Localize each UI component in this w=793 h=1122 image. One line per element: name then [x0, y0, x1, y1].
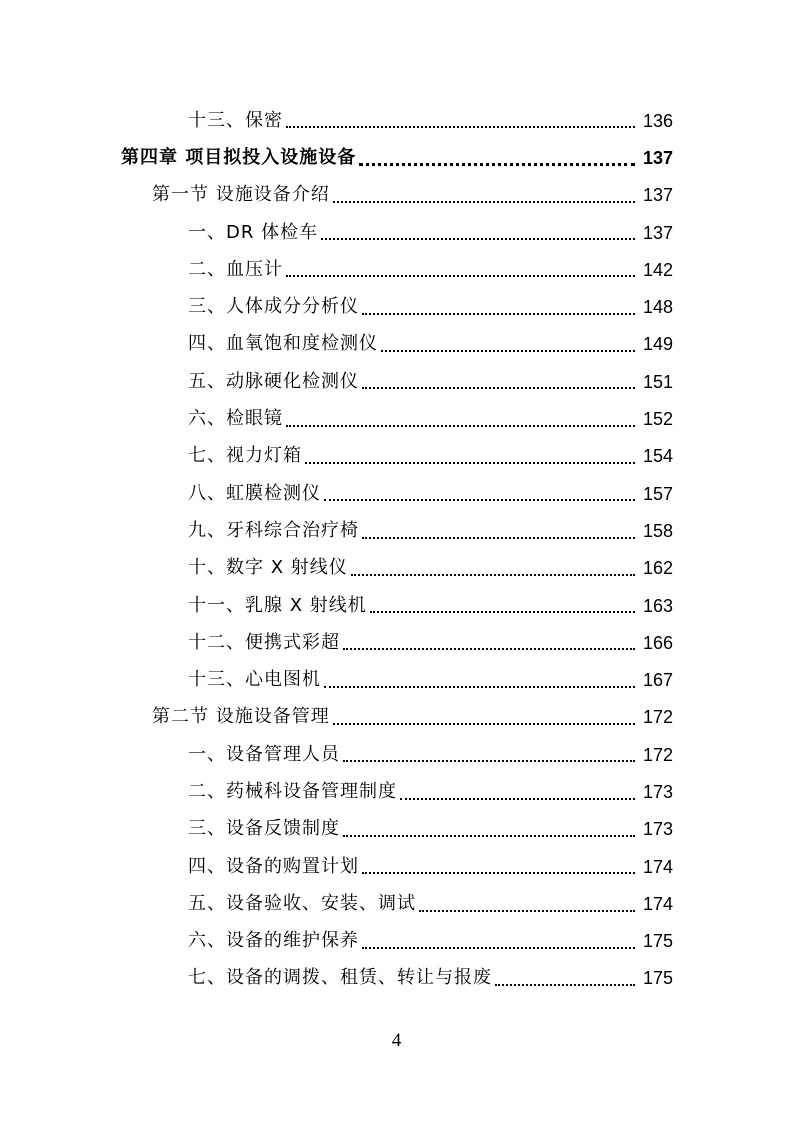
toc-entry[interactable]	[0, 363, 673, 400]
toc-dot-leader	[419, 910, 635, 912]
toc-entry[interactable]	[0, 139, 673, 176]
toc-entry-title: 第二节 设施设备管理	[152, 706, 330, 728]
toc-dot-leader	[324, 499, 635, 501]
toc-entry-page: 137	[642, 185, 673, 206]
toc-entry[interactable]	[0, 885, 673, 922]
toc-dot-leader	[286, 275, 635, 277]
toc-entry[interactable]	[0, 811, 673, 848]
toc-entry-page: 173	[642, 781, 673, 802]
toc-entry[interactable]	[0, 214, 673, 251]
toc-entry-page: 137	[642, 222, 673, 243]
toc-entry-page: 172	[642, 707, 673, 728]
toc-entry-title: 九、牙科综合治疗椅	[188, 519, 359, 541]
toc-dot-leader	[362, 537, 635, 539]
table-of-contents	[0, 102, 793, 997]
toc-entry-title: 一、设备管理人员	[188, 743, 340, 765]
toc-entry-title: 八、虹膜检测仪	[188, 482, 321, 504]
toc-entry-page: 152	[642, 409, 673, 430]
toc-entry-page: 158	[642, 520, 673, 541]
toc-entry-title: 七、设备的调拨、租赁、转让与报废	[188, 967, 492, 989]
toc-entry-page: 175	[642, 968, 673, 989]
toc-entry[interactable]	[0, 550, 673, 587]
toc-entry[interactable]	[0, 400, 673, 437]
toc-entry[interactable]	[0, 177, 673, 214]
toc-dot-leader	[324, 686, 635, 688]
toc-entry-title: 十一、乳腺 X 射线机	[188, 594, 367, 616]
toc-dot-leader	[286, 126, 635, 128]
toc-dot-leader	[351, 574, 635, 576]
toc-dot-leader	[362, 872, 635, 874]
toc-entry-page: 162	[642, 558, 673, 579]
toc-entry-title: 十、数字 X 射线仪	[188, 557, 348, 579]
toc-entry[interactable]	[0, 512, 673, 549]
toc-entry[interactable]	[0, 475, 673, 512]
toc-entry-title: 五、设备验收、安装、调试	[188, 892, 416, 914]
toc-dot-leader	[362, 947, 635, 949]
toc-entry[interactable]	[0, 102, 673, 139]
toc-entry-page: 167	[642, 670, 673, 691]
toc-dot-leader	[286, 425, 635, 427]
toc-entry[interactable]	[0, 923, 673, 960]
toc-entry-title: 第四章 项目拟投入设施设备	[121, 146, 357, 168]
toc-entry[interactable]	[0, 960, 673, 997]
toc-entry-page: 166	[642, 632, 673, 653]
toc-dot-leader	[305, 462, 635, 464]
toc-entry-page: 154	[642, 446, 673, 467]
toc-entry-title: 三、设备反馈制度	[188, 818, 340, 840]
toc-entry-title: 三、人体成分分析仪	[188, 296, 359, 318]
toc-entry-title: 六、设备的维护保养	[188, 930, 359, 952]
toc-entry[interactable]	[0, 326, 673, 363]
toc-entry-title: 一、DR 体检车	[188, 221, 319, 243]
toc-entry-title: 二、药械科设备管理制度	[188, 780, 397, 802]
toc-entry-title: 十三、保密	[188, 109, 283, 131]
toc-dot-leader	[343, 835, 635, 837]
toc-entry[interactable]	[0, 736, 673, 773]
toc-entry[interactable]	[0, 699, 673, 736]
toc-entry-page: 173	[642, 819, 673, 840]
toc-entry-page: 163	[642, 595, 673, 616]
toc-entry[interactable]	[0, 624, 673, 661]
toc-entry-page: 149	[642, 334, 673, 355]
toc-entry-page: 142	[642, 259, 673, 280]
toc-entry-title: 六、检眼镜	[188, 408, 283, 430]
toc-dot-leader	[321, 238, 635, 240]
toc-entry[interactable]	[0, 438, 673, 475]
toc-entry[interactable]	[0, 773, 673, 810]
toc-dot-leader	[370, 611, 635, 613]
toc-dot-leader	[381, 350, 635, 352]
toc-entry[interactable]	[0, 587, 673, 624]
toc-entry-page: 174	[642, 893, 673, 914]
toc-entry-title: 四、血氧饱和度检测仪	[188, 333, 378, 355]
toc-entry-page: 151	[642, 371, 673, 392]
toc-dot-leader	[343, 760, 635, 762]
toc-dot-leader	[343, 648, 635, 650]
toc-entry-title: 五、动脉硬化检测仪	[188, 370, 359, 392]
toc-dot-leader	[333, 723, 635, 725]
toc-entry-title: 四、设备的购置计划	[188, 855, 359, 877]
toc-dot-leader	[362, 313, 635, 315]
toc-dot-leader	[400, 798, 635, 800]
toc-dot-leader	[495, 984, 635, 986]
toc-entry-page: 157	[642, 483, 673, 504]
toc-dot-leader	[362, 387, 635, 389]
toc-entry-page: 136	[642, 110, 673, 131]
toc-entry-title: 二、血压计	[188, 258, 283, 280]
toc-entry-page: 148	[642, 297, 673, 318]
toc-entry-title: 十二、便携式彩超	[188, 631, 340, 653]
toc-dot-leader	[359, 163, 635, 166]
toc-entry-page: 172	[642, 744, 673, 765]
toc-entry-title: 第一节 设施设备介绍	[152, 184, 330, 206]
toc-entry[interactable]	[0, 661, 673, 698]
toc-entry-page: 137	[642, 147, 673, 168]
toc-entry[interactable]	[0, 848, 673, 885]
toc-entry[interactable]	[0, 251, 673, 288]
toc-entry-page: 174	[642, 856, 673, 877]
toc-dot-leader	[333, 201, 635, 203]
toc-entry-title: 七、视力灯箱	[188, 445, 302, 467]
toc-entry-page: 175	[642, 931, 673, 952]
page-number: 4	[391, 1030, 402, 1051]
toc-entry-title: 十三、心电图机	[188, 669, 321, 691]
toc-entry[interactable]	[0, 288, 673, 325]
